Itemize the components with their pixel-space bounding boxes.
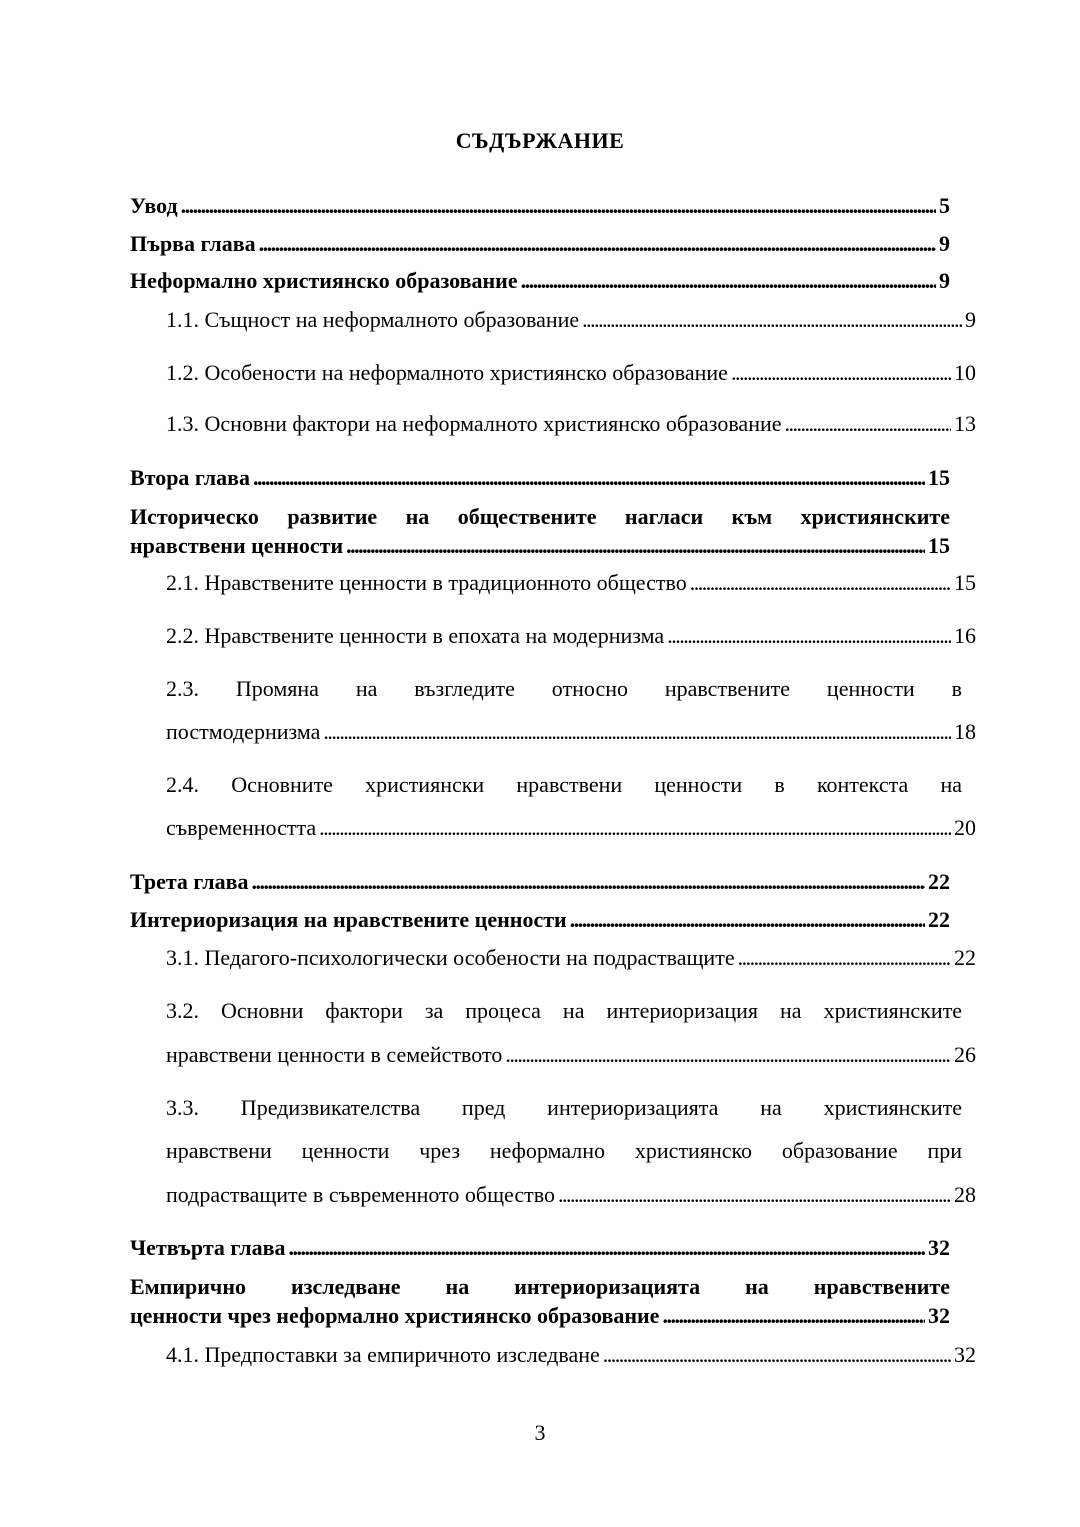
- toc-entry-text: нравствени ценности в семейството: [166, 1042, 503, 1067]
- toc-entry-chapter-4-title-line1[interactable]: Емпирично изследване на интериоризацията на нравствените: [130, 1274, 950, 1299]
- dot-leader: [785, 410, 951, 438]
- toc-page-number: 32: [954, 1342, 976, 1367]
- page-number: 3: [534, 1420, 546, 1445]
- toc-title: СЪДЪРЖАНИЕ: [455, 128, 625, 153]
- toc-page-number: 15: [954, 570, 976, 595]
- dot-leader: [690, 569, 951, 597]
- toc-entry-text: 4.1. Предпоставки за емпиричното изследване: [166, 1342, 600, 1367]
- toc-entry-text: 2.2. Нравствените ценности в епохата на модернизма: [166, 623, 665, 648]
- toc-entry-text: 1.1. Същност на неформалното образование: [166, 307, 580, 332]
- toc-entry-text: постмодернизма: [166, 719, 321, 744]
- toc-page-number: 20: [954, 815, 976, 840]
- dot-leader: [667, 622, 951, 650]
- toc-entry-text: 2.1. Нравствените ценности в традиционното общество: [166, 570, 687, 595]
- toc-page-number: 26: [954, 1042, 976, 1067]
- toc-page-number: 10: [954, 360, 976, 385]
- toc-entry-section-1-3[interactable]: [166, 410, 976, 438]
- toc-entry-text: нравствени ценности: [130, 533, 344, 558]
- toc-entry-text: Интериоризация на нравствените ценности: [130, 907, 567, 932]
- dot-leader: [738, 944, 951, 972]
- dot-leader: [346, 532, 925, 560]
- toc-page-number: 9: [965, 307, 976, 332]
- toc-entry-section-2-4-line1[interactable]: 2.4. Основните християнски нравствени ценности в контекста на: [166, 772, 962, 797]
- dot-leader: [323, 718, 951, 746]
- toc-entry-section-3-3-line2[interactable]: нравствени ценности чрез неформално християнско образование при: [166, 1138, 962, 1163]
- dot-leader: [505, 1041, 951, 1069]
- toc-entry-section-2-3[interactable]: [166, 718, 976, 746]
- dot-leader: [521, 267, 936, 295]
- toc-entry-text: 1.3. Основни фактори на неформалното християнско образование: [166, 411, 782, 436]
- dot-leader: [252, 868, 925, 896]
- toc-entry-chapter-3-title[interactable]: [130, 906, 950, 934]
- toc-entry-text: Неформално християнско образование: [130, 268, 518, 293]
- toc-entry-section-4-1[interactable]: [166, 1341, 976, 1369]
- toc-page-number: 22: [928, 869, 950, 894]
- dot-leader: [558, 1181, 951, 1209]
- dot-leader: [319, 814, 951, 842]
- toc-page-number: 13: [954, 411, 976, 436]
- toc-entry-intro[interactable]: [130, 192, 950, 220]
- toc-entry-section-2-1[interactable]: [166, 569, 976, 597]
- toc-page-number: 18: [954, 719, 976, 744]
- toc-entry-chapter-3[interactable]: [130, 868, 950, 896]
- dot-leader: [570, 906, 925, 934]
- toc-entry-text: Трета глава: [130, 869, 249, 894]
- dot-leader: [731, 359, 951, 387]
- toc-entry-chapter-2-title[interactable]: [130, 532, 950, 560]
- toc-entry-section-2-2[interactable]: [166, 622, 976, 650]
- toc-page-number: 32: [928, 1303, 950, 1328]
- toc-entry-section-3-3[interactable]: [166, 1181, 976, 1209]
- toc-entry-section-1-2[interactable]: [166, 359, 976, 387]
- toc-entry-section-1-1[interactable]: [166, 306, 976, 334]
- toc-entry-text: подрастващите в съвременното общество: [166, 1182, 555, 1207]
- toc-page-number: 9: [939, 231, 950, 256]
- toc-entry-text: Четвърта глава: [130, 1235, 286, 1260]
- toc-entry-chapter-2[interactable]: [130, 464, 950, 492]
- toc-entry-text: 3.1. Педагого-психологически особености на подрастващите: [166, 945, 735, 970]
- toc-entry-text: ценности чрез неформално християнско образование: [130, 1303, 660, 1328]
- toc-page-number: 28: [954, 1182, 976, 1207]
- toc-entry-section-3-2[interactable]: [166, 1041, 976, 1069]
- dot-leader: [603, 1341, 951, 1369]
- toc-page-number: 15: [928, 533, 950, 558]
- toc-entry-chapter-2-title-line1[interactable]: Историческо развитие на обществените нагласи към християнските: [130, 504, 950, 529]
- toc-entry-chapter-1[interactable]: [130, 230, 950, 258]
- toc-entry-text: Първа глава: [130, 231, 256, 256]
- dot-leader: [181, 192, 936, 220]
- toc-entry-text: 1.2. Особености на неформалното християнско образование: [166, 360, 728, 385]
- dot-leader: [582, 306, 962, 334]
- dot-leader: [662, 1302, 925, 1330]
- dot-leader: [253, 464, 925, 492]
- toc-page-number: 9: [939, 268, 950, 293]
- toc-entry-text: съвременността: [166, 815, 317, 840]
- toc-entry-text: Увод: [130, 193, 178, 218]
- toc-entry-section-3-1[interactable]: [166, 944, 976, 972]
- toc-entry-chapter-1-title[interactable]: [130, 267, 950, 295]
- toc-page-number: 22: [928, 907, 950, 932]
- toc-entry-section-3-2-line1[interactable]: 3.2. Основни фактори за процеса на интериоризация на християнските: [166, 998, 962, 1023]
- dot-leader: [289, 1234, 926, 1262]
- dot-leader: [259, 230, 936, 258]
- toc-entry-section-2-4[interactable]: [166, 814, 976, 842]
- toc-page-number: 5: [939, 193, 950, 218]
- toc-entry-chapter-4[interactable]: [130, 1234, 950, 1262]
- toc-entry-text: Втора глава: [130, 465, 251, 490]
- toc-entry-section-2-3-line1[interactable]: 2.3. Промяна на възгледите относно нравствените ценности в: [166, 676, 962, 701]
- toc-page-number: 32: [928, 1235, 950, 1260]
- toc-entry-section-3-3-line1[interactable]: 3.3. Предизвикателства пред интериоризацията на християнските: [166, 1095, 962, 1120]
- toc-page-number: 22: [954, 945, 976, 970]
- toc-page-number: 16: [954, 623, 976, 648]
- toc-page-number: 15: [928, 465, 950, 490]
- toc-entry-chapter-4-title[interactable]: [130, 1302, 950, 1330]
